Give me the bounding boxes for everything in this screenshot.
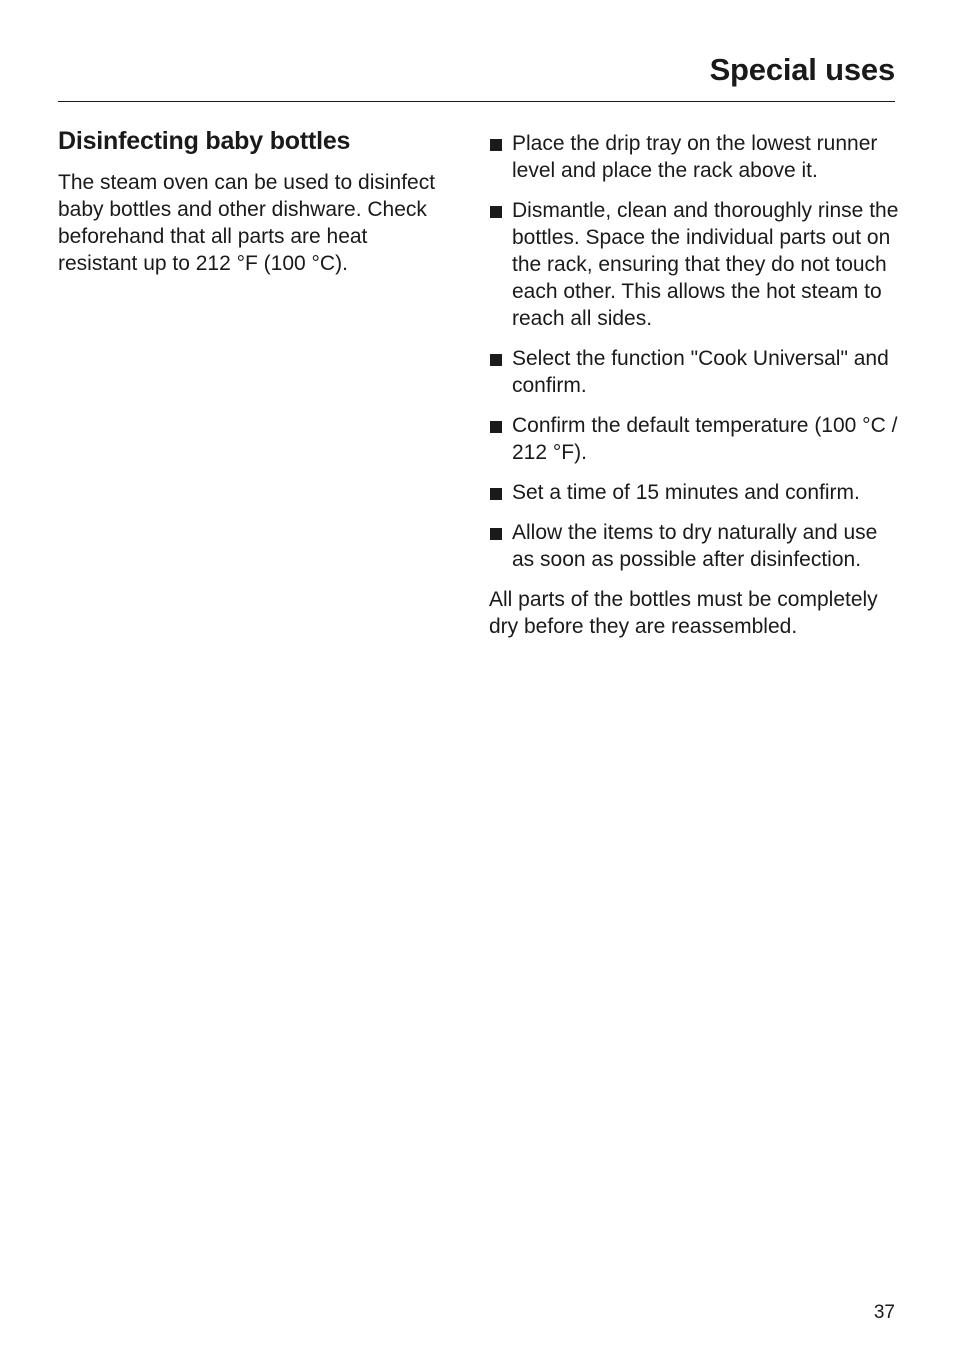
closing-note: All parts of the bottles must be completely dry before they are reassembled.	[489, 588, 878, 638]
left-column	[58, 124, 438, 277]
square-bullet-icon	[490, 528, 502, 540]
instruction-step	[489, 345, 899, 399]
instruction-step	[489, 519, 899, 573]
square-bullet-icon	[490, 488, 502, 500]
instruction-step	[489, 412, 899, 466]
page-title: Special uses	[709, 52, 895, 87]
square-bullet-icon	[490, 421, 502, 433]
page-number: 37	[873, 1302, 895, 1323]
right-column	[489, 130, 899, 640]
square-bullet-icon	[490, 206, 502, 218]
section-heading: Disinfecting baby bottles	[58, 127, 351, 155]
instruction-text: Confirm the default temperature (100 °C / 212 °F).	[512, 414, 898, 464]
square-bullet-icon	[490, 139, 502, 151]
instruction-text: Place the drip tray on the lowest runner level and place the rack above it.	[512, 132, 878, 182]
instruction-step	[489, 130, 899, 184]
instruction-text: Set a time of 15 minutes and confirm.	[512, 481, 860, 504]
instruction-list	[489, 130, 899, 573]
square-bullet-icon	[490, 354, 502, 366]
instruction-text: Select the function "Cook Universal" and confirm.	[512, 347, 889, 397]
page-header	[58, 50, 895, 102]
instruction-text: Dismantle, clean and thoroughly rinse the bottles. Space the individual parts out on the rack, ensuring that they do not touch each other. This allows the hot steam to reach all sides.	[512, 199, 899, 330]
instruction-step	[489, 479, 899, 506]
instruction-step	[489, 197, 899, 332]
instruction-text: Allow the items to dry naturally and use as soon as possible after disinfection.	[512, 521, 878, 571]
intro-paragraph: The steam oven can be used to disinfect baby bottles and other dishware. Check beforehand that all parts are heat resistant up to 212 °F (100 °C).	[58, 171, 436, 275]
